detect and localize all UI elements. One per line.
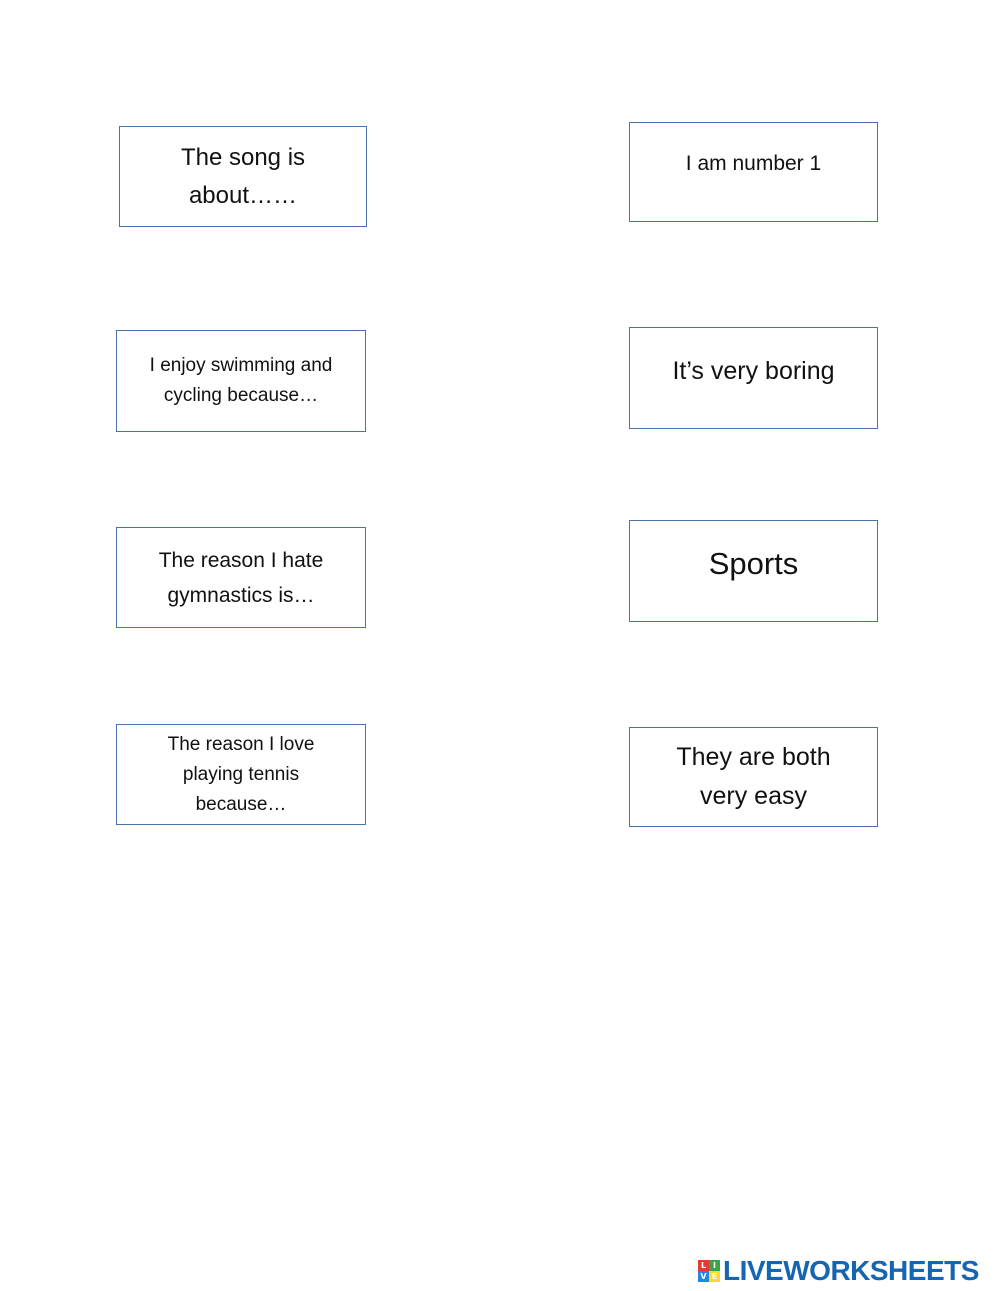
match-card-right-2[interactable] <box>629 327 878 429</box>
logo-letter: I <box>709 1260 720 1271</box>
match-card-right-1[interactable] <box>629 122 878 222</box>
card-text: They are both very easy <box>676 743 831 810</box>
match-card-right-3[interactable] <box>629 520 878 622</box>
match-card-left-1[interactable] <box>119 126 367 227</box>
card-text: It’s very boring <box>672 357 835 385</box>
logo-letter: V <box>698 1271 709 1282</box>
card-text: I enjoy swimming and cycling because… <box>149 355 333 406</box>
card-text: The song is about…… <box>180 143 306 209</box>
card-text: Sports <box>708 546 799 581</box>
logo-letter: L <box>698 1260 709 1271</box>
match-card-left-4[interactable] <box>116 724 366 825</box>
card-text: I am number 1 <box>685 152 822 175</box>
liveworksheets-logo-icon <box>698 1260 720 1282</box>
match-card-left-3[interactable] <box>116 527 366 628</box>
match-card-left-2[interactable] <box>116 330 366 432</box>
card-text: The reason I love playing tennis because… <box>167 733 315 815</box>
card-text: The reason I hate gymnastics is… <box>158 548 324 607</box>
liveworksheets-brand <box>698 1255 979 1287</box>
brand-wordmark: LIVEWORKSHEETS <box>723 1255 979 1286</box>
match-card-right-4[interactable] <box>629 727 878 827</box>
logo-letter: E <box>709 1271 720 1282</box>
